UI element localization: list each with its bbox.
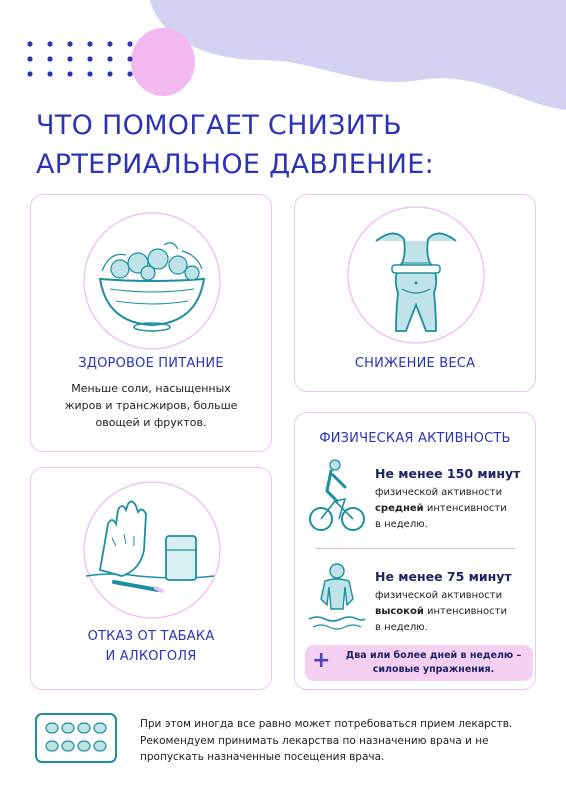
swimmer-icon (307, 559, 367, 635)
plus-icon: + (312, 648, 331, 673)
text-line: в неделю. (375, 622, 428, 633)
desc-line: Меньше соли, насыщенных (71, 382, 231, 395)
title-line: И АЛКОГОЛЯ (105, 649, 197, 664)
footer-line: При этом иногда все равно может потребоваться прием лекарств. (140, 718, 513, 730)
strength-note-text (341, 649, 526, 677)
card-physical-activity-title: ФИЗИЧЕСКАЯ АКТИВНОСТЬ (319, 431, 511, 446)
lavender-wave (150, 0, 566, 110)
text-rest: интенсивности (423, 503, 507, 514)
card-quit-title (31, 627, 271, 667)
page-title-line2: АРТЕРИАЛЬНОЕ ДАВЛЕНИЕ: (36, 149, 434, 180)
text-rest: интенсивности (423, 606, 507, 617)
card-healthy-nutrition-title: ЗДОРОВОЕ ПИТАНИЕ (78, 356, 224, 371)
card-healthy-nutrition-desc (31, 380, 271, 431)
note-line: силовые упражнения. (372, 664, 495, 675)
refuse-hand-icon (82, 480, 222, 620)
text-line: в неделю. (375, 519, 428, 530)
card-weight-loss-title: СНИЖЕНИЕ ВЕСА (354, 356, 476, 371)
pill-blister-icon (34, 712, 118, 764)
vigorous-activity-text (375, 588, 507, 636)
text-line: физической активности (375, 487, 503, 498)
waist-measure-icon (346, 205, 486, 345)
salad-bowl-icon (82, 211, 222, 351)
note-line: Два или более дней в неделю – (345, 650, 522, 661)
card-physical-activity (294, 412, 536, 690)
page-title (36, 106, 516, 184)
dot-grid (27, 41, 132, 76)
intensity-bold: высокой (375, 606, 424, 617)
card-healthy-nutrition (30, 194, 272, 452)
activity-divider (315, 548, 515, 549)
footer-line: пропускать назначенные посещения врача. (140, 751, 385, 763)
card-quit-tobacco-alcohol (30, 467, 272, 690)
text-line: физической активности (375, 590, 503, 601)
vigorous-activity-heading: Не менее 75 минут (375, 569, 512, 584)
desc-line: жиров и трансжиров, больше (64, 399, 238, 412)
intensity-bold: средней (375, 503, 424, 514)
strength-note (305, 645, 533, 681)
moderate-activity-text (375, 485, 507, 533)
title-line: ОТКАЗ ОТ ТАБАКА (87, 629, 215, 644)
cyclist-icon (309, 457, 365, 535)
moderate-activity-heading: Не менее 150 минут (375, 466, 521, 481)
footer-text (140, 716, 540, 766)
pink-blob (131, 28, 195, 96)
page-title-line1: ЧТО ПОМОГАЕТ СНИЗИТЬ (36, 110, 402, 141)
footer-line: Рекомендуем принимать лекарства по назначению врача и не (140, 734, 489, 747)
card-weight-loss (294, 194, 536, 392)
text-line (375, 604, 507, 620)
text-line (375, 501, 507, 517)
desc-line: овощей и фруктов. (95, 416, 207, 429)
background-decoration (0, 0, 566, 120)
